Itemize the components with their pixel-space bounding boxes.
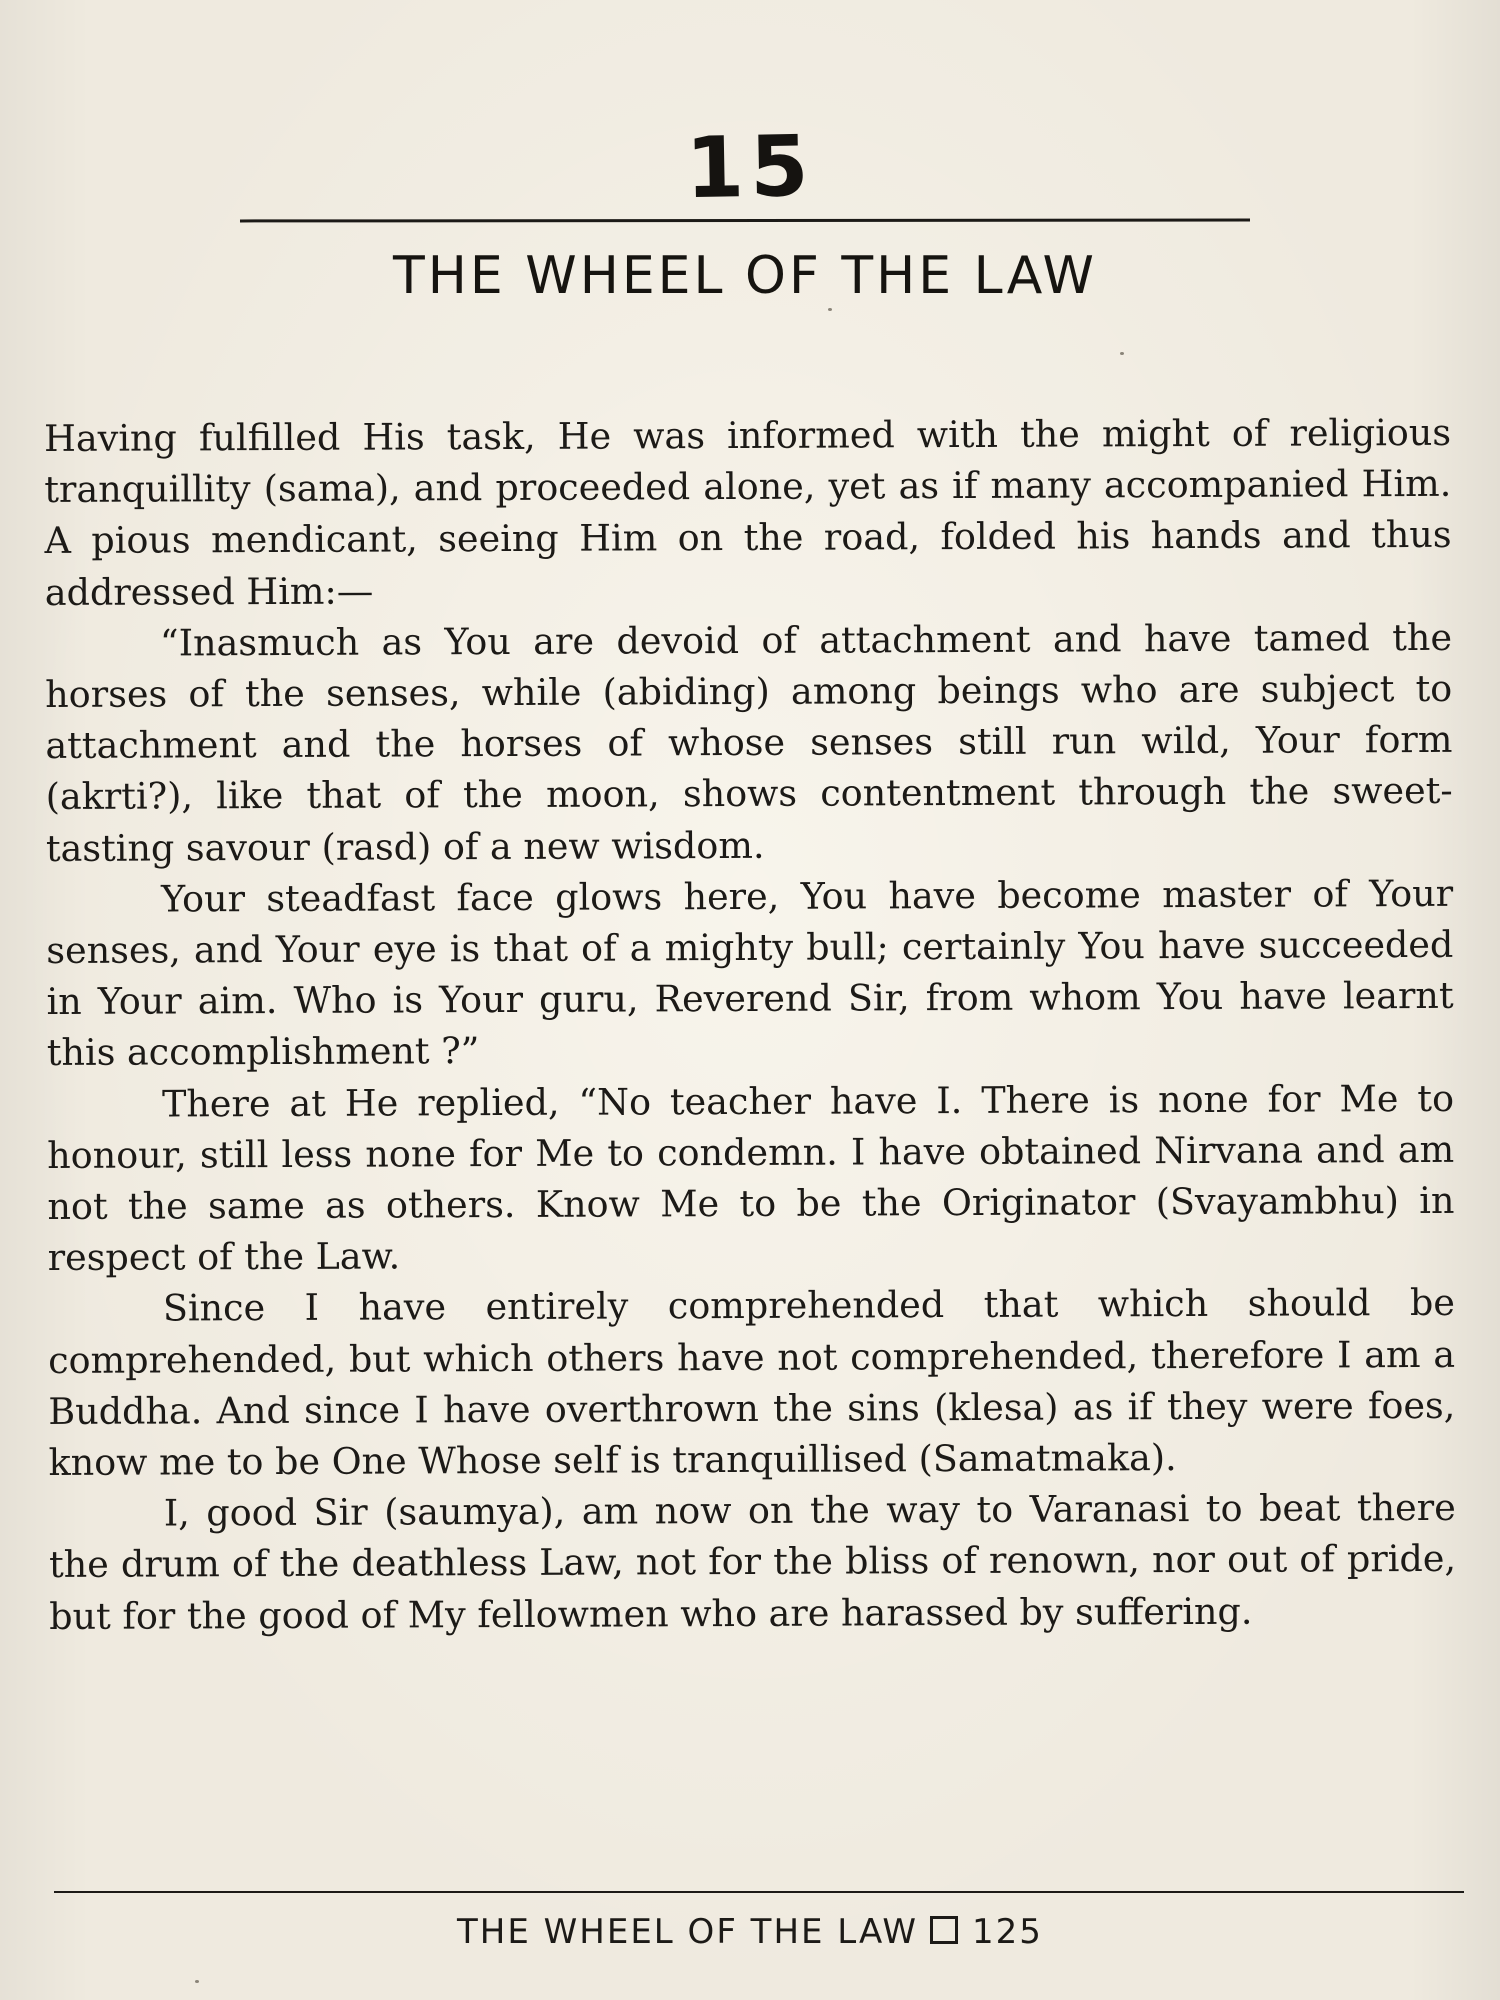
paper-speck: [828, 308, 832, 311]
paragraph: “Inasmuch as You are devoid of attachment and have tamed the horses of the senses, while (abiding) among beings who are subject to attachment and the horses of whose senses still run wild, Your form (akrti?), like that of the moon, shows contentment through the sweet-tasting savour (rasd) of a new wisdom.: [45, 615, 1453, 870]
paragraph: There at He replied, “No teacher have I. There is none for Me to honour, still less none for Me to condemn. I have obtained Nirvana and am not the same as others. Know Me to be the Originator (Svayambhu) in respect of the Law.: [47, 1076, 1455, 1280]
paragraph: Since I have entirely comprehended that which should be comprehended, but which others have not comprehended, therefore I am a Buddha. And since I have overthrown the sins (klesa) as if they were foes, know me to be One Whose self is tranquillised (Samatmaka).: [48, 1281, 1456, 1485]
paragraph: Your steadfast face glows here, You have become master of Your senses, and Your eye is that of a mighty bull; certainly You have succeeded in Your aim. Who is Your guru, Reverend Sir, from whom You have learnt this accomplishment ?”: [46, 871, 1454, 1075]
chapter-number: 15: [684, 116, 816, 218]
paper-speck: [1120, 352, 1124, 355]
paragraph: I, good Sir (saumya), am now on the way to Varanasi to beat there the drum of the deathless Law, not for the bliss of renown, nor out of pride, but for the good of My fellowmen who are harassed by suffering.: [48, 1486, 1457, 1638]
page-footer: [0, 1912, 1500, 1952]
chapter-title: THE WHEEL OF THE LAW: [393, 246, 1097, 306]
paragraph: Having fulfilled His task, He was informed with the might of religious tranquillity (sama), and proceeded alone, yet as if many accompanied Him. A pious mendicant, seeing Him on the road, folded his hands and thus addressed Him:—: [44, 410, 1452, 614]
square-box-icon: [930, 1916, 958, 1944]
page-number: 125: [972, 1912, 1043, 1952]
title-rule: [240, 219, 1250, 223]
body-text: [44, 407, 1456, 1642]
footer-rule: [54, 1891, 1464, 1893]
paper-speck: [195, 1980, 199, 1983]
running-title: THE WHEEL OF THE LAW: [457, 1912, 919, 1952]
